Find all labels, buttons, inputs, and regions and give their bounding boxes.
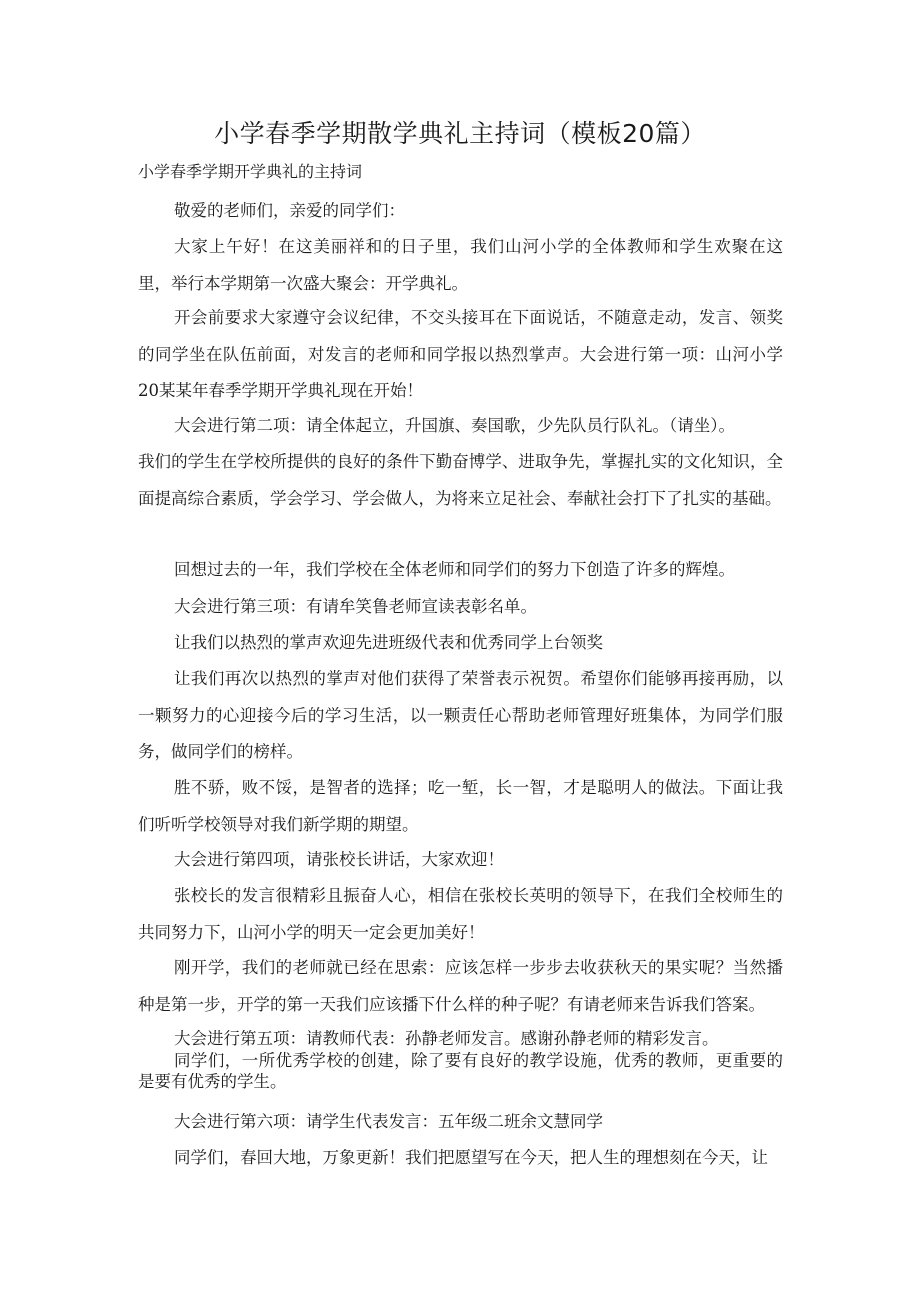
paragraph-opening: 大家上午好！在这美丽祥和的日子里，我们山河小学的全体教师和学生欢聚在这里，举行本学期第一次盛大聚会：开学典礼。 xyxy=(138,237,783,293)
paragraph-item-two: 大会进行第二项：请全体起立，升国旗、奏国歌，少先队员行队礼。（请坐）。 xyxy=(174,416,735,435)
document-subtitle: 小学春季学期开学典礼的主持词 xyxy=(138,162,363,181)
paragraph-greeting: 敬爱的老师们，亲爱的同学们： xyxy=(174,201,405,220)
paragraph-item-six: 大会进行第六项：请学生代表发言：五年级二班余文慧同学 xyxy=(174,1112,603,1131)
paragraph-principal: 张校长的发言很精彩且振奋人心，相信在张校长英明的领导下，在我们全校师生的共同努力下，山河小学的明天一定会更加美好！ xyxy=(138,886,783,942)
paragraph-sowing: 刚开学，我们的老师就已经在思索：应该怎样一步步去收获秋天的果实呢？当然播种是第一步，开学的第一天我们应该播下什么样的种子呢？有请老师来告诉我们答案。 xyxy=(138,958,783,1014)
paragraph-item-five: 大会进行第五项：请教师代表：孙静老师发言。感谢孙静老师的精彩发言。 xyxy=(174,1029,719,1048)
paragraph-spring: 同学们，春回大地，万象更新！我们把愿望写在今天，把人生的理想刻在今天，让 xyxy=(174,1148,768,1167)
paragraph-wisdom: 胜不骄，败不馁，是智者的选择；吃一堑，长一智，才是聪明人的做法。下面让我们听听学校领导对我们新学期的期望。 xyxy=(138,778,783,834)
paragraph-congrats: 让我们再次以热烈的掌声对他们获得了荣誉表示祝贺。希望你们能够再接再励，以一颗努力的心迎接今后的学习生活，以一颗责任心帮助老师管理好班集体，为同学们服务，做同学们的榜样。 xyxy=(138,669,783,761)
document-title: 小学春季学期散学典礼主持词（模板20篇） xyxy=(214,119,706,148)
paragraph-review: 回想过去的一年，我们学校在全体老师和同学们的努力下创造了许多的辉煌。 xyxy=(174,560,735,579)
paragraph-rules: 开会前要求大家遵守会议纪律，不交头接耳在下面说话，不随意走动，发言、领奖的同学坐在队伍前面，对发言的老师和同学报以热烈掌声。大会进行第一项：山河小学20某某年春季学期开学典礼现在开始！ xyxy=(138,308,783,400)
paragraph-item-three: 大会进行第三项：有请牟笑鲁老师宣读表彰名单。 xyxy=(174,597,537,616)
paragraph-excellent-students: 同学们，一所优秀学校的创建，除了要有良好的教学设施，优秀的教师，更重要的是要有优秀的学生。 xyxy=(138,1051,783,1091)
paragraph-item-four: 大会进行第四项，请张校长讲话，大家欢迎！ xyxy=(174,850,504,869)
paragraph-students: 我们的学生在学校所提供的良好的条件下勤奋博学、进取争先，掌握扎实的文化知识，全面提高综合素质，学会学习、学会做人，为将来立足社会、奉献社会打下了扎实的基础。 xyxy=(138,452,783,508)
paragraph-award-welcome: 让我们以热烈的掌声欢迎先进班级代表和优秀同学上台领奖 xyxy=(174,633,603,652)
